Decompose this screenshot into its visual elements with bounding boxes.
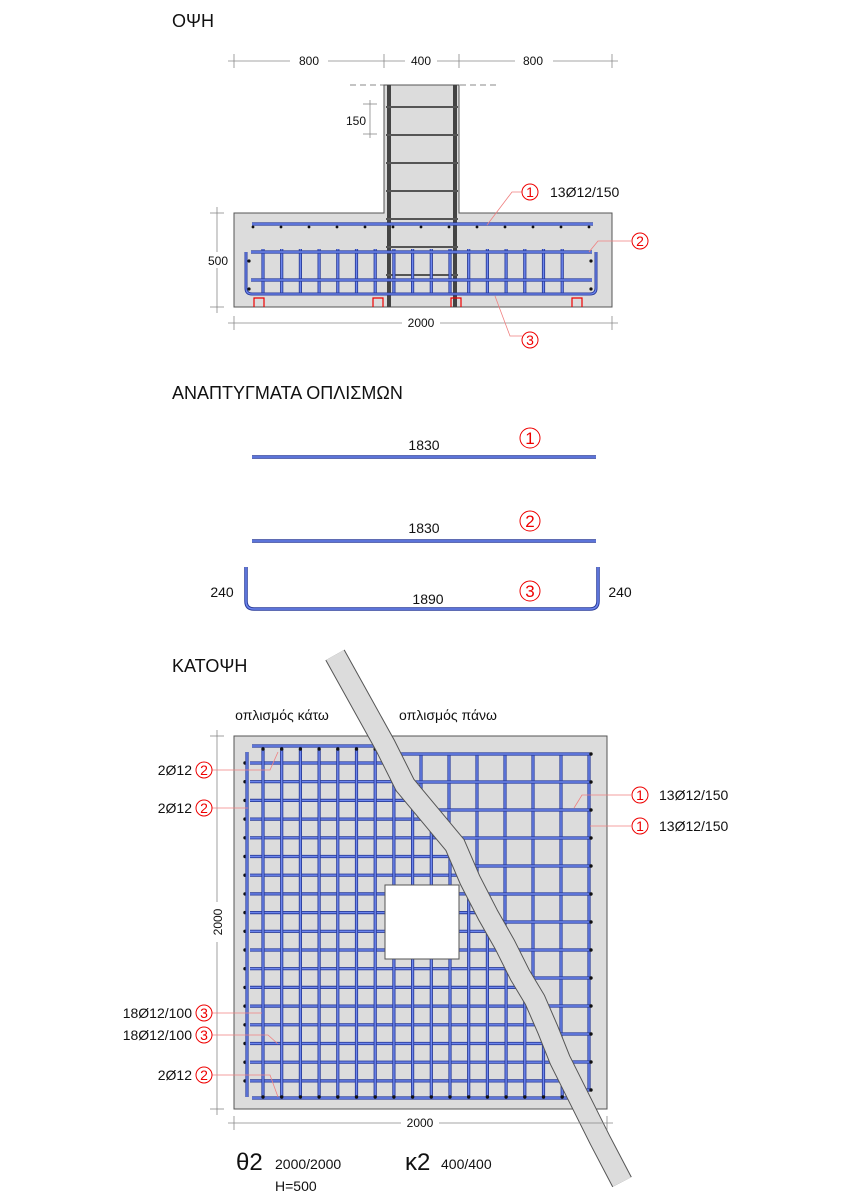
bar-1-length: 1830 [408,437,440,453]
plan-callout-right [632,818,728,834]
elevation-view [172,11,648,348]
bar-section-dot [430,1095,433,1098]
bar-section-dot [523,1095,526,1098]
bar-section-dot [308,226,311,229]
bar-1-callout [520,428,540,448]
callout-text: 13Ø12/150 [659,787,729,803]
footing-id: θ2 [236,1149,263,1176]
bar-section-dot [299,747,302,750]
bar-section-dot [252,226,255,229]
bar-section-dot [486,1095,489,1098]
bar-section-dot [588,226,591,229]
dim-stirrup-spacing: 150 [345,114,367,128]
bar-section-dot [589,287,592,290]
development-title: ΑΝΑΠΤΥΓΜΑΤΑ ΟΠΛΙΣΜΩΝ [172,383,403,403]
dim-column: 400 [410,54,432,68]
bar-section-dot [560,226,563,229]
bar-3-length: 1890 [412,591,444,607]
svg-text:2: 2 [525,512,535,531]
bar-section-dot [280,1095,283,1098]
bar-section-dot [589,1004,592,1007]
bar-section-dot [364,226,367,229]
column-id: κ2 [405,1149,431,1176]
bar-section-dot [280,747,283,750]
bar-section-dot [261,747,264,750]
bar-section-dot [561,1095,564,1098]
callout-1-text: 13Ø12/150 [550,184,620,200]
dim-width: 2000 [407,316,435,330]
bar-section-dot [589,1088,592,1091]
callout-number: 2 [200,762,208,778]
svg-text:1: 1 [525,429,535,448]
bar-2-length: 1830 [408,520,440,536]
bar-2-callout [520,511,540,531]
bar-section-dot [589,752,592,755]
callout-number: 2 [200,1067,208,1083]
bar-section-dot [317,747,320,750]
callout-text: 2Ø12 [157,762,192,778]
callout-2 [632,233,648,249]
svg-text:3: 3 [526,332,534,348]
bar-section-dot [589,836,592,839]
element-legend [236,1149,492,1194]
bar-section-dot [336,226,339,229]
elevation-title: ΟΨΗ [172,11,215,31]
bar-section-dot [247,259,250,262]
callout-3 [522,332,538,348]
bar-section-dot [504,226,507,229]
callout-number: 3 [200,1005,208,1021]
plan-title: ΚΑΤΟΨΗ [172,656,248,676]
label-top-reinforcement: οπλισμός πάνω [399,707,497,723]
bar-section-dot [392,226,395,229]
bar-section-dot [589,864,592,867]
dim-left: 800 [298,54,320,68]
bar-section-dot [336,1095,339,1098]
bar-section-dot [420,226,423,229]
label-bottom-reinforcement: οπλισμός κάτω [235,707,329,723]
bar-3-leg-left: 240 [210,584,234,600]
plan-callout-left [158,762,212,778]
bar-section-dot [467,1095,470,1098]
bar-3-leg-right: 240 [608,584,632,600]
bar-section-dot [448,1095,451,1098]
bar-section-dot [374,1095,377,1098]
bar-development [172,383,632,609]
dim-height: 500 [207,254,229,268]
plan-dim-width: 2000 [406,1116,434,1130]
bar-section-dot [336,747,339,750]
svg-text:3: 3 [525,582,535,601]
bar-section-dot [542,1095,545,1098]
bar-section-dot [589,892,592,895]
bar-section-dot [355,747,358,750]
bar-section-dot [299,1095,302,1098]
plan-callout-left [158,800,212,816]
bar-section-dot [476,226,479,229]
callout-number: 3 [200,1027,208,1043]
bar-section-dot [504,1095,507,1098]
callout-text: 18Ø12/100 [122,1027,192,1043]
plan-callout-left [123,1027,212,1043]
callout-number: 1 [636,787,644,803]
bar-section-dot [261,1095,264,1098]
callout-1 [522,184,538,200]
bar-section-dot [589,259,592,262]
bar-section-dot [448,226,451,229]
bar-section-dot [247,287,250,290]
callout-text: 13Ø12/150 [659,818,729,834]
bar-3-callout [520,581,540,601]
plan-dim-height: 2000 [211,908,225,936]
callout-text: 2Ø12 [157,800,192,816]
bar-section-dot [411,1095,414,1098]
plan-callout-left [158,1067,212,1083]
bar-section-dot [589,1032,592,1035]
footing-height: H=500 [275,1178,317,1194]
plan-view [123,655,729,1182]
bar-section-dot [280,226,283,229]
bar-section-dot [589,920,592,923]
column-opening [385,885,459,959]
plan-callout-right [632,787,728,803]
bar-section-dot [317,1095,320,1098]
svg-text:1: 1 [526,184,534,200]
bar-section-dot [589,948,592,951]
callout-number: 1 [636,818,644,834]
bar-section-dot [355,1095,358,1098]
bar-section-dot [589,808,592,811]
dim-right: 800 [522,54,544,68]
bar-section-dot [589,780,592,783]
callout-text: 18Ø12/100 [122,1005,192,1021]
footing-size: 2000/2000 [275,1156,342,1172]
callout-number: 2 [200,800,208,816]
bar-section-dot [392,1095,395,1098]
svg-text:2: 2 [636,233,644,249]
column-size: 400/400 [441,1156,492,1172]
plan-callout-left [123,1005,212,1021]
callout-text: 2Ø12 [157,1067,192,1083]
bar-section-dot [589,976,592,979]
bar-section-dot [589,1060,592,1063]
bar-section-dot [532,226,535,229]
